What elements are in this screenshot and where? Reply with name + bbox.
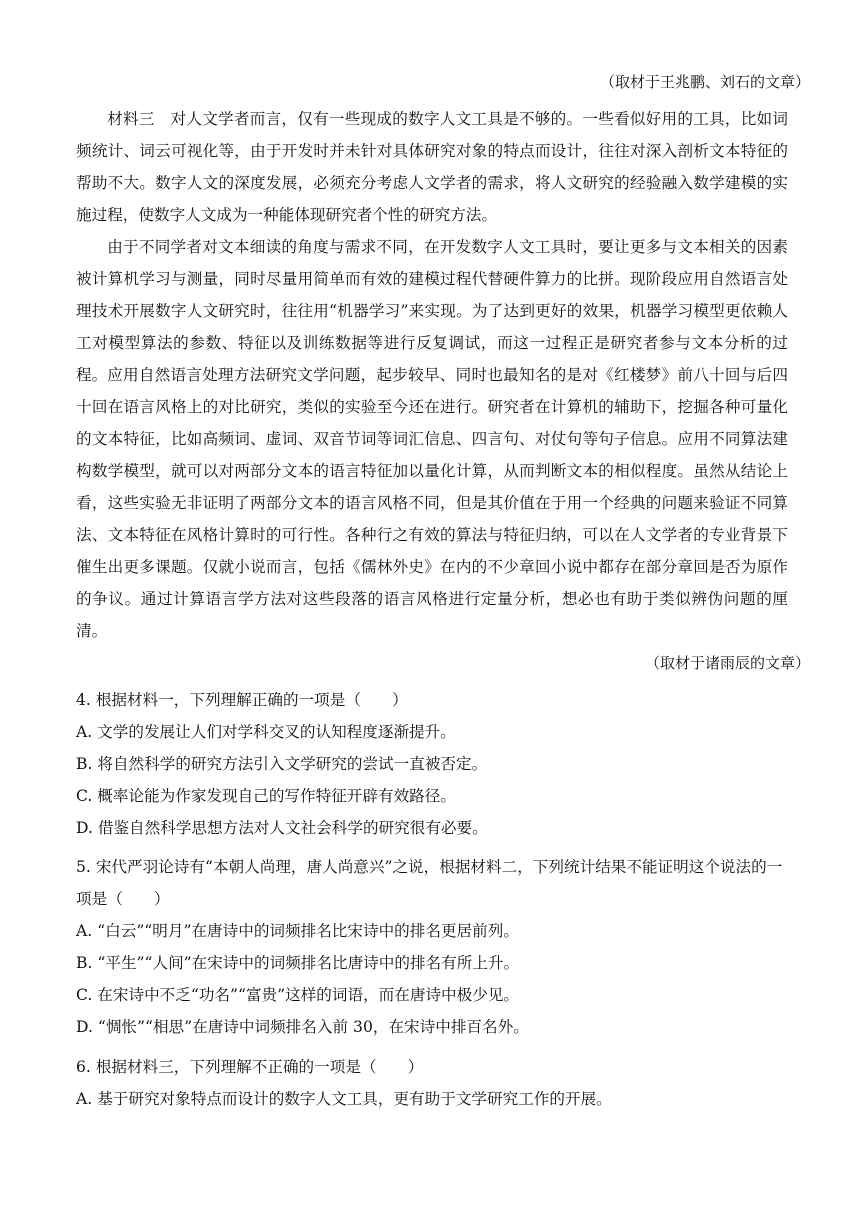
question-6-stem: 6. 根据材料三，下列理解不正确的一项是（ ） — [76, 1058, 424, 1076]
material3-paragraph-1: 材料三 对人文学者而言，仅有一些现成的数字人文工具是不够的。一些看似好用的工具，比如词频统计、词云可视化等，由于开发时并未针对具体研究对象的特点而设计，往往对深入剖析文本特征的帮助不大。数字人文的深度发展，必须充分考虑人文学者的需求，将人文研究的经验融入数学建模的实施过程，使数字人文成为一种能体现研究者个性的研究方法。 — [76, 110, 788, 224]
material3-paragraph-3: 应用自然语言处理方法研究文学问题，起步较早、同时也最知名的是对《红楼梦》前八十回与后四十回在语言风格上的对比研究，类似的实验至今还在进行。研究者在计算机的辅助下，挖掘各种可量化的文本特征，比如高频词、虚词、双音节词等词汇信息、四言句、对仗句等句子信息。应用不同算法建构数学模型，就可以对两部分文本的语言特征加以量化计算，从而判断文本的相似程度。虽然从结论上看，这些实验无非证明了两部分文本的语言风格不同，但是其价值在于用一个经典的问题来验证不同算法、文本特征在风格计算时的可行性。各种行之有效的算法与特征归纳，可以在人文学者的专业背景下催生出更多课题。仅就小说而言，包括《儒林外史》在内的不少章回小说中都存在部分章回是否为原作的争议。通过计算语言学方法对这些段落的语言风格进行定量分析，想必也有助于类似辨伪问题的厘清。 — [76, 366, 788, 640]
question-4-option-a: A. 文学的发展让人们对学科交叉的认知程度逐渐提升。 — [76, 723, 456, 741]
question-4-option-d: D. 借鉴自然科学思想方法对人文社会科学的研究很有必要。 — [76, 819, 488, 837]
question-6-option-a: A. 基于研究对象特点而设计的数字人文工具，更有助于文学研究工作的开展。 — [76, 1090, 612, 1108]
question-5-option-a: A. “白云”“明月”在唐诗中的词频排名比宋诗中的排名更居前列。 — [76, 922, 519, 940]
question-4-option-c: C. 概率论能为作家发现自己的写作特征开辟有效路径。 — [76, 787, 456, 805]
question-5-option-c: C. 在宋诗中不乏“功名”“富贵”这样的词语，而在唐诗中极少见。 — [76, 986, 520, 1004]
question-5-option-b: B. “平生”“人间”在宋诗中的词频排名比唐诗中的排名有所上升。 — [76, 954, 520, 972]
question-4 — [76, 684, 788, 844]
question-5 — [76, 851, 788, 1043]
question-4-stem: 4. 根据材料一，下列理解正确的一项是（ ） — [76, 691, 408, 709]
source-citation-top: （取材于王兆鹏、刘石的文章） — [599, 73, 810, 91]
question-4-option-b: B. 将自然科学的研究方法引入文学研究的尝试一直被否定。 — [76, 755, 488, 773]
question-5-option-d: D. “惆怅”“相思”在唐诗中词频排名入前 30，在宋诗中排百名外。 — [76, 1018, 529, 1036]
material3-paragraph-2: 由于不同学者对文本细读的角度与需求不同，在开发数字人文工具时，要让更多与文本相关的因素被计算机学习与测量，同时尽量用简单而有效的建模过程代替硬件算力的比拼。现阶段应用自然语言处理技术开展数字人文研究时，往往用“机器学习”来实现。为了达到更好的效果，机器学习模型更依赖人工对模型算法的参数、特征以及训练数据等进行反复调试，而这一过程正是研究者参与文本分析的过程。 — [76, 238, 788, 384]
question-6 — [76, 1051, 788, 1115]
source-citation-mid: （取材于诸雨辰的文章） — [644, 654, 810, 672]
question-5-stem: 5. 宋代严羽论诗有“本朝人尚理，唐人尚意兴”之说，根据材料二，下列统计结果不能证明这个说法的一项是（ ） — [76, 858, 783, 908]
